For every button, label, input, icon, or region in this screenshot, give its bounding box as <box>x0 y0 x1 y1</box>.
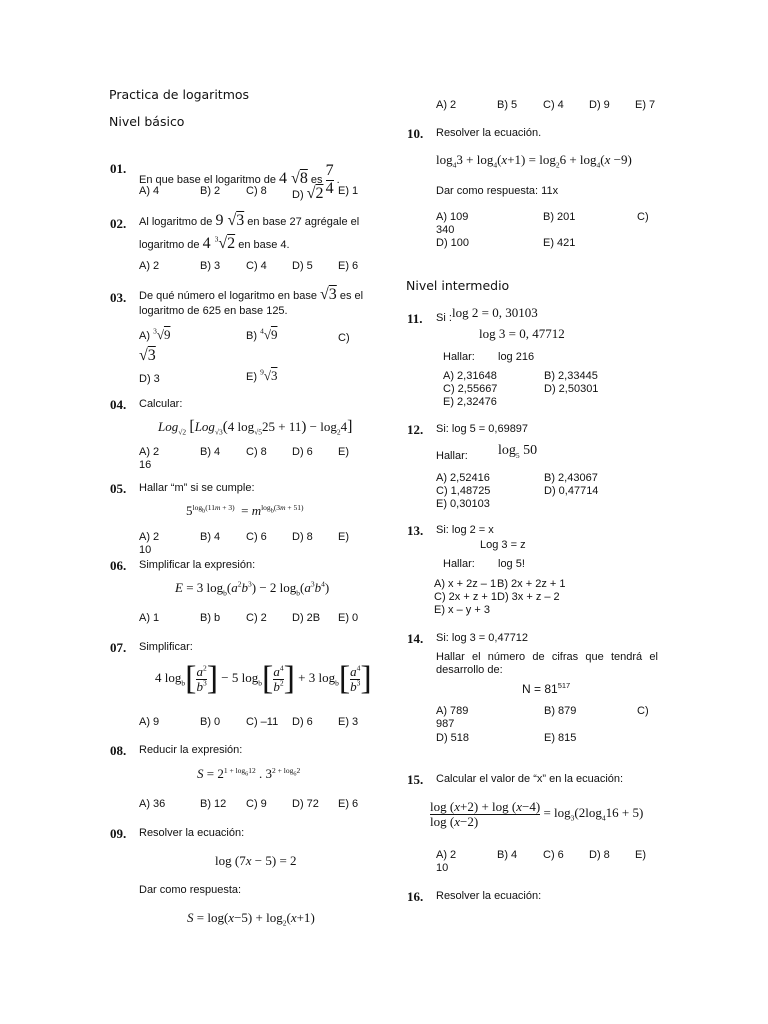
option-label: E) <box>246 371 257 383</box>
question-text <box>139 235 290 253</box>
question-text-part: en base 4. <box>238 239 290 251</box>
option-b: B) b <box>200 612 221 624</box>
question-number: 13. <box>407 523 424 538</box>
question-number: 04. <box>110 397 127 412</box>
option-d: D) 2B <box>292 612 321 624</box>
question-text: Resolver la ecuación: <box>436 890 542 902</box>
question-number: 09. <box>110 826 127 841</box>
option-e <box>246 368 277 384</box>
option-d <box>292 185 323 203</box>
question-text: Dar como respuesta: 11x <box>436 185 559 197</box>
option-a: A) 36 <box>139 798 166 810</box>
question-text: Calcular: <box>139 398 183 410</box>
question-number: 11. <box>407 311 423 326</box>
question-text-part: en base 27 agrégale el <box>247 216 360 228</box>
question-text: Resolver la ecuación. <box>436 127 542 139</box>
option-b: B) 4 <box>497 849 518 861</box>
math-expression: √3 <box>139 347 156 364</box>
math-expression: $\log_5 50$ <box>498 443 538 460</box>
math-expression: log 2 = 0, 30103 <box>452 305 538 320</box>
option-c: C) 4 <box>246 260 267 272</box>
question-text-part: En que base el logaritmo de <box>139 174 276 187</box>
option-e: E) <box>635 849 646 861</box>
math-expression: log (7x − 5) = 2 <box>215 853 297 868</box>
option-c: C) 2,55667 <box>443 383 498 395</box>
question-text: Hallar: <box>443 558 475 570</box>
math-expression: 4 $^3$√2 <box>202 234 236 252</box>
option-a: A) 109 <box>436 211 469 223</box>
option-e: E) 7 <box>635 99 656 111</box>
math-fraction: $\frac{a^4}{b^2}$ <box>273 663 284 694</box>
option-e-value: 10 <box>139 544 152 556</box>
question-text-part: De qué número el logaritmo en base <box>139 290 317 302</box>
question-text-part: logaritmo de <box>139 239 200 251</box>
question-text: Hallar: <box>436 450 468 462</box>
option-e: E) 3 <box>338 716 359 728</box>
option-c: C) 9 <box>246 798 267 810</box>
option-a: A) 2 <box>436 849 457 861</box>
option-b: B) 2,43067 <box>544 472 598 484</box>
option-e: E) 6 <box>338 260 359 272</box>
option-b: B) 2x + 2z + 1 <box>497 578 566 590</box>
option-c-value: 987 <box>436 718 455 730</box>
math-fraction: $\frac{a^2}{b^3}$ <box>196 663 207 694</box>
math-base: N = 81 <box>522 682 558 696</box>
option-b: B) 2 <box>200 185 221 197</box>
option-c: C) 2 <box>246 612 267 624</box>
option-label: A) <box>139 330 150 342</box>
option-d: D) 3x + z – 2 <box>497 591 560 603</box>
page-title: Practica de logaritmos <box>109 87 250 102</box>
question-number: 15. <box>407 772 424 787</box>
question-text: Si : <box>436 312 452 324</box>
question-number: 08. <box>110 743 127 758</box>
option-a: A) 2 <box>436 99 457 111</box>
option-label: B) <box>246 330 257 342</box>
option-e: E) 2,32476 <box>443 396 497 408</box>
option-d: D) 3 <box>139 373 160 385</box>
question-text <box>139 212 359 230</box>
option-e: E) 0 <box>338 612 359 624</box>
math-expression <box>522 682 570 696</box>
question-text-part: es el <box>339 290 364 302</box>
math-expression: $S = \log(x-5) + \log_2(x+1)$ <box>187 910 315 928</box>
math-fraction: $\frac{7}{4}$ <box>325 162 334 197</box>
option-b: B) 4 <box>200 446 221 458</box>
option-d: D) 0,47714 <box>544 485 599 497</box>
question-text: Simplificar la expresión: <box>139 559 256 571</box>
option-d: D) 8 <box>292 531 313 543</box>
question-number: 14. <box>407 631 424 646</box>
option-c: C) 6 <box>543 849 564 861</box>
option-e: E) 6 <box>338 798 359 810</box>
question-number: 07. <box>110 640 127 655</box>
question-text: logaritmo de 625 en base 125. <box>139 305 288 317</box>
option-e: E) x – y + 3 <box>434 604 490 616</box>
option-c: C) 6 <box>246 531 267 543</box>
option-c: C) 8 <box>246 446 267 458</box>
option-e: E) 1 <box>338 185 359 197</box>
math-expression: √3 <box>320 286 337 303</box>
math-exponent: 517 <box>557 681 571 690</box>
math-expression: $\frac{\log (x+2) + \log (x-4)}{\log (x-2)}$ = $\log_3(2\log_416 + 5)$ <box>430 799 644 829</box>
option-e: E) 421 <box>543 237 576 249</box>
math-fraction: $\frac{\log (x+2) + \log (x-4)}{\log (x-2)}$ <box>430 799 541 829</box>
question-text: Resolver la ecuación: <box>139 827 245 839</box>
question-number: 03. <box>110 290 127 305</box>
question-text: Simplificar: <box>139 641 193 653</box>
question-number: 01. <box>110 161 127 176</box>
math-expression: $^3$√9 <box>153 326 171 342</box>
option-d: D) 2,50301 <box>544 383 599 395</box>
math-expression: $5^{log_b(11m + 3)} = m^{log_b(3m + 51)}$ <box>186 502 304 518</box>
math-expression: 4 √8 <box>279 170 308 188</box>
math-expression: log 3 = 0, 47712 <box>479 326 565 341</box>
option-d: D) 518 <box>436 732 470 744</box>
math-expression: $^9$√3 <box>260 367 278 383</box>
option-d: D) 8 <box>589 849 610 861</box>
math-expression: Log$_{√2}$ [Log$_{√3}$(4 $\log_{√5}25 + 11) - \log_24$] <box>158 418 353 437</box>
section-heading-basic: Nivel básico <box>109 114 185 129</box>
option-d: D) 9 <box>589 99 610 111</box>
option-d: D) 6 <box>292 446 313 458</box>
question-text: Hallar “m” si se cumple: <box>139 482 255 494</box>
option-a: A) 2 <box>139 260 160 272</box>
option-a: A) x + 2z – 1 <box>434 578 497 590</box>
option-a: A) 9 <box>139 716 160 728</box>
option-e-value: 10 <box>436 862 449 874</box>
question-text-part: es <box>310 174 323 187</box>
question-text: Hallar: <box>443 351 475 363</box>
option-e: E) 815 <box>544 732 577 744</box>
question-text: Si: log 3 = 0,47712 <box>436 632 529 644</box>
question-number: 16. <box>407 889 424 904</box>
option-b: B) 12 <box>200 798 227 810</box>
option-b: B) 879 <box>544 705 577 717</box>
option-c: C) <box>637 211 649 223</box>
question-text: Hallar el número de cifras que tendrá el desarrollo de: <box>436 651 658 676</box>
option-a: A) 2 <box>139 446 160 458</box>
question-text: log 5! <box>498 558 525 570</box>
option-d: D) 100 <box>436 237 470 249</box>
question-number: 02. <box>110 216 127 231</box>
option-c: C) –11 <box>246 716 279 728</box>
question-text: Si: log 5 = 0,69897 <box>436 423 529 435</box>
question-text: Reducir la expresión: <box>139 744 243 756</box>
math-expression: E = 3 $\log_b(a^2b^3) - 2$ $\log_b(a^3b^4)$ <box>175 579 330 598</box>
option-a: A) 2,52416 <box>436 472 490 484</box>
math-fraction: $\frac{a^4}{b^3}$ <box>350 663 361 694</box>
option-e-value: 16 <box>139 459 152 471</box>
option-c-value <box>139 347 156 365</box>
question-text-part: Al logaritmo de <box>139 216 213 228</box>
question-text: log 216 <box>498 351 535 363</box>
math-expression: $^4$√9 <box>260 326 278 342</box>
question-text-part: . <box>336 174 340 187</box>
option-c: C) 8 <box>246 185 267 197</box>
question-text: Calcular el valor de “x” en la ecuación: <box>436 773 624 785</box>
math-expression: 4 $\log_b$[ $\frac{a^2}{b^3}$ ] − 5 $\log_b$[ $\frac{a^4}{b^2}$ ] + 3 $\log_b$[ $\frac{a^4}{b^3}$ ] <box>155 660 372 697</box>
option-b: B) 2,33445 <box>544 370 598 382</box>
question-number: 06. <box>110 558 127 573</box>
question-text: Log 3 = z <box>480 539 526 551</box>
option-d: D) 6 <box>292 716 313 728</box>
option-b: B) 4 <box>200 531 221 543</box>
option-d: D) 72 <box>292 798 319 810</box>
option-c: C) <box>338 332 350 344</box>
option-a: A) 4 <box>139 185 160 197</box>
option-b <box>246 327 277 343</box>
option-e: E) 0,30103 <box>436 498 490 510</box>
option-d: D) 5 <box>292 260 313 272</box>
section-heading-intermediate: Nivel intermedio <box>406 278 510 293</box>
question-number: 10. <box>407 126 424 141</box>
question-number: 05. <box>110 481 127 496</box>
question-number: 12. <box>407 422 424 437</box>
option-b: B) 5 <box>497 99 518 111</box>
option-label: D) <box>292 189 304 201</box>
option-c: C) 4 <box>543 99 564 111</box>
option-e: E) <box>338 531 349 543</box>
option-c: C) <box>637 705 649 717</box>
math-expression: $\log_43 + \log_4(x+1) = \log_26 + \log_4(x -9)$ <box>436 152 632 170</box>
option-c: C) 1,48725 <box>436 485 491 497</box>
option-b: B) 0 <box>200 716 221 728</box>
option-b: B) 3 <box>200 260 221 272</box>
question-text: Dar como respuesta: <box>139 884 242 896</box>
option-a <box>139 327 170 343</box>
option-a: A) 2,31648 <box>443 370 497 382</box>
option-a: A) 2 <box>139 531 160 543</box>
question-text <box>139 286 363 304</box>
option-c: C) 2x + z + 1 <box>434 591 497 603</box>
option-c-value: 340 <box>436 224 455 236</box>
math-expression: 9 √3 <box>215 212 245 229</box>
math-expression: √2 <box>306 185 324 202</box>
option-a: A) 789 <box>436 705 469 717</box>
option-e: E) <box>338 446 349 458</box>
math-expression: $S = 2^{1 + log_612}$ . $3^{2 + log_62}$ <box>197 765 301 781</box>
option-b: B) 201 <box>543 211 576 223</box>
question-text: Si: log 2 = x <box>436 524 494 536</box>
option-a: A) 1 <box>139 612 160 624</box>
